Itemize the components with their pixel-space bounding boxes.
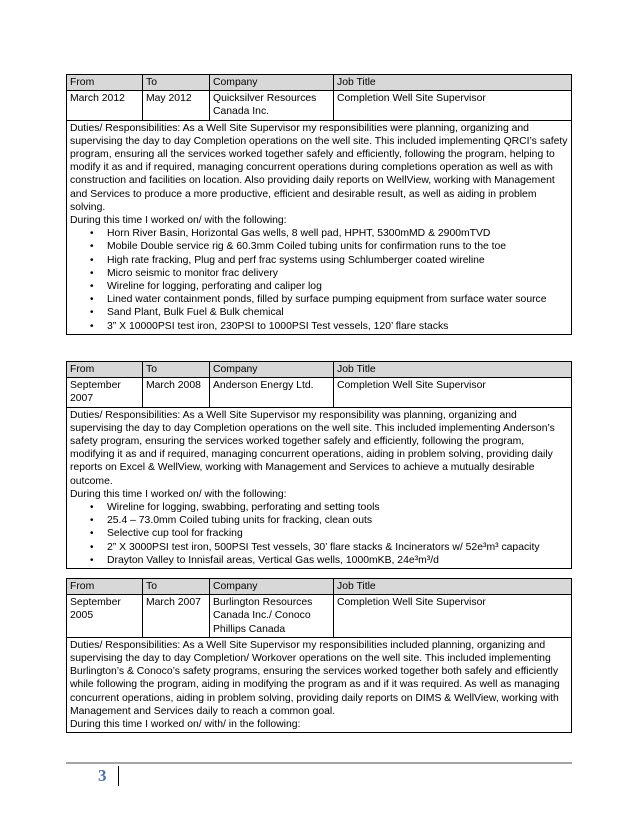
from-header: From — [67, 579, 143, 595]
to-header: To — [143, 75, 210, 91]
header-row — [67, 75, 572, 91]
duties-row — [67, 407, 572, 568]
duties-row — [67, 637, 572, 732]
header-row — [67, 579, 572, 595]
company-name: Burlington Resources Canada Inc./ Conoco Phillips Canada — [210, 595, 334, 638]
duties-cell — [67, 637, 572, 732]
list-item: • Lined water containment ponds, filled by surface pumping equipment from surface water source — [107, 293, 568, 306]
to-header: To — [143, 579, 210, 595]
list-item: • High rate fracking, Plug and perf frac systems using Schlumberger coated wireline — [107, 254, 568, 267]
list-item: • Wireline for logging, perforating and caliper log — [107, 280, 568, 293]
company-name: Anderson Energy Ltd. — [210, 378, 334, 407]
job-title-header: Job Title — [334, 75, 572, 91]
page-number: 3 — [98, 766, 107, 785]
page-number-bar — [118, 766, 119, 786]
job-title: Completion Well Site Supervisor — [334, 91, 572, 120]
duties-cell — [67, 407, 572, 568]
from-header: From — [67, 362, 143, 378]
job-row — [67, 595, 572, 638]
list-item: • Micro seismic to monitor frac delivery — [107, 267, 568, 280]
job-row — [67, 378, 572, 407]
job-table-3 — [66, 578, 572, 733]
duties-text: Duties/ Responsibilities: As a Well Site Supervisor my responsibilities included planning, organizing and supervising the day to day Completion/ Workover operations on the well site. This included implementing Burlington’s & Conoco’s safety programs, ensuring the services worked together both safely and efficiently while following the program, aiding in modifying the program as and if it was required. As well as managing concurrent operations, aiding in problem solving, providing daily reports on DIMS & WellView, working with Management and Services daily to reach a common goal. — [70, 639, 560, 717]
header-row — [67, 362, 572, 378]
to-date: May 2012 — [143, 91, 210, 120]
job-title: Completion Well Site Supervisor — [334, 595, 572, 638]
job-row — [67, 91, 572, 120]
from-date: September 2007 — [67, 378, 143, 407]
duties-intro: During this time I worked on/ with the following: — [70, 215, 287, 227]
company-header: Company — [210, 362, 334, 378]
list-item: • Mobile Double service rig & 60.3mm Coiled tubing units for confirmation runs to the toe — [107, 240, 568, 253]
duties-text: Duties/ Responsibilities: As a Well Site Supervisor my responsibility was planning, organizing and supervising the day to day Completion operations on the well site. This included implementing Anderson’s safety program, ensuring the services worked together safely and efficiently, following the program, modifying it as and if required, managing concurrent operations, aiding in problem solving, providing daily reports on Excel & WellView, working with Management and Services to achieve a mutually desirable outcome. — [70, 409, 555, 487]
duties-row — [67, 120, 572, 334]
company-header: Company — [210, 579, 334, 595]
from-date: September 2005 — [67, 595, 143, 638]
list-item: • Horn River Basin, Horizontal Gas wells, 8 well pad, HPHT, 5300mMD & 2900mTVD — [107, 227, 568, 240]
from-date: March 2012 — [67, 91, 143, 120]
list-item: • Selective cup tool for fracking — [107, 527, 568, 540]
duties-cell — [67, 120, 572, 334]
job-table-1 — [66, 74, 572, 335]
list-item: • 25.4 – 73.0mm Coiled tubing units for fracking, clean outs — [107, 514, 568, 527]
company-header: Company — [210, 75, 334, 91]
duties-text: Duties/ Responsibilities: As a Well Site Supervisor my responsibilities were planning, organizing and supervising the day to day Completion operations on the well site. This included implementing QRCI’s safety program, ensuring all the services worked together safely and efficiently, following the program, helping to modify it as and if required, managing concurrent operations during completions operation as well as with construction and facilities on location. Also providing daily reports on WellView, working with Management and Services to produce a more productive, efficient and desirable result, as well as aiding in problem solving. — [70, 122, 568, 213]
job-title: Completion Well Site Supervisor — [334, 378, 572, 407]
company-name: Quicksilver Resources Canada Inc. — [210, 91, 334, 120]
footer-divider — [66, 762, 572, 764]
to-date: March 2008 — [143, 378, 210, 407]
list-item: • 3” X 10000PSI test iron, 230PSI to 1000PSI Test vessels, 120’ flare stacks — [107, 320, 568, 333]
from-header: From — [67, 75, 143, 91]
duties-list — [70, 227, 568, 333]
job-title-header: Job Title — [334, 362, 572, 378]
duties-intro: During this time I worked on/ with/ in the following: — [70, 719, 301, 731]
job-table-2 — [66, 361, 572, 569]
duties-list — [70, 501, 568, 567]
list-item: • Drayton Valley to Innisfail areas, Vertical Gas wells, 1000mKB, 24e³m³/d — [107, 554, 568, 567]
duties-intro: During this time I worked on/ with the following: — [70, 488, 287, 500]
list-item: • Wireline for logging, swabbing, perforating and setting tools — [107, 501, 568, 514]
list-item: • Sand Plant, Bulk Fuel & Bulk chemical — [107, 306, 568, 319]
to-header: To — [143, 362, 210, 378]
list-item: • 2” X 3000PSI test iron, 500PSI Test vessels, 30’ flare stacks & Incinerators w/ 52e³m³ capacity — [107, 541, 568, 554]
job-title-header: Job Title — [334, 579, 572, 595]
to-date: March 2007 — [143, 595, 210, 638]
